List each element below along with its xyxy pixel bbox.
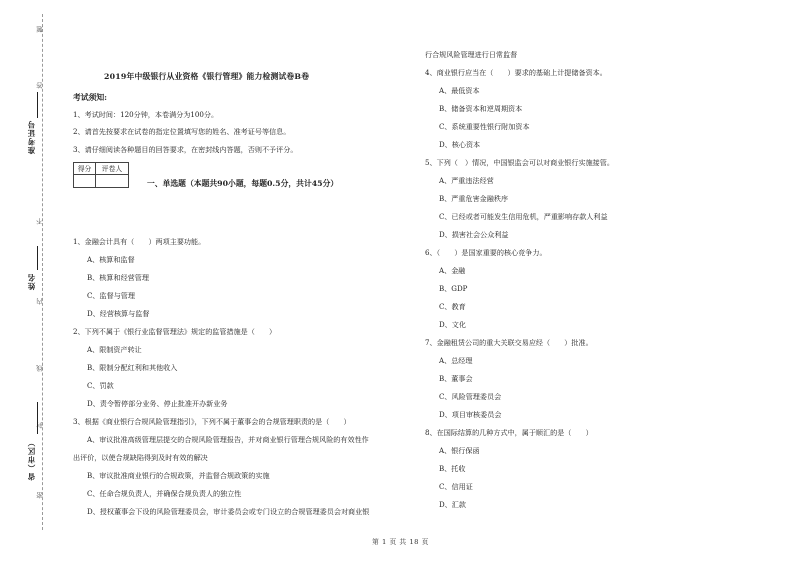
- question-option: D、汇款: [439, 500, 466, 509]
- score-box: [73, 162, 129, 188]
- question-stem: 8、在国际结算的几种方式中，属于顺汇的是（ ）: [425, 428, 593, 437]
- question-option: B、核算和经营管理: [87, 273, 149, 282]
- notice-item: 2、请首先按要求在试卷的指定位置填写您的姓名、准考证号等信息。: [73, 127, 291, 136]
- question-option: B、限制分配红利和其他收入: [87, 363, 178, 372]
- question-option: D、文化: [439, 320, 466, 329]
- question-option: C、监督与管理: [87, 291, 135, 300]
- question-option: A、审议批准高级管理层提交的合规风险管理报告，并对商业银行管理合规风险的有效性作: [87, 435, 369, 444]
- exam-id-line: [37, 92, 38, 118]
- notice-item: 1、考试时间：120分钟，本卷满分为100分。: [73, 110, 219, 119]
- question-option: C、已经或者可能发生信用危机，严重影响存款人利益: [439, 212, 608, 221]
- score-cell: [74, 175, 96, 187]
- question-stem: 5、下列（ ）情况，中国银监会可以对商业银行实施接管。: [425, 158, 614, 167]
- question-option: A、总经理: [439, 356, 473, 365]
- question-option: C、风险管理委员会: [439, 392, 502, 401]
- question-stem: 6、（ ）是国家重要的核心竞争力。: [425, 248, 547, 257]
- name-label: 姓名: [27, 273, 36, 290]
- binding-mark: 答: [36, 82, 44, 89]
- page-title: 2019年中级银行从业资格《银行管理》能力检测试卷B卷: [104, 72, 310, 81]
- province-line: [37, 402, 38, 434]
- binding-mark: 不: [36, 218, 44, 225]
- question-option: A、金融: [439, 266, 466, 275]
- question-option: D、经营核算与监督: [87, 309, 150, 318]
- question-stem: 1、金融会计具有（ ）两项主要功能。: [73, 237, 206, 246]
- question-stem: 2、下列不属于《银行业监督管理法》规定的监管措施是（ ）: [73, 327, 277, 336]
- binding-dashed-line: [42, 14, 43, 530]
- question-option: A、严重违法经营: [439, 176, 494, 185]
- question-option: A、限制资产转让: [87, 345, 142, 354]
- question-option: B、审议批准商业银行的合规政策，并监督合规政策的实施: [87, 471, 270, 480]
- question-option: D、损害社会公众利益: [439, 230, 509, 239]
- binding-mark: 线: [36, 365, 44, 372]
- question-option: D、授权董事会下设的风险管理委员会，审计委员会或专门设立的合规管理委员会对商业银: [87, 507, 370, 516]
- question-option: B、储备资本和逆周期资本: [439, 104, 523, 113]
- question-continuation: 行合规风险管理进行日常监督: [425, 50, 518, 59]
- question-option: C、信用证: [439, 482, 473, 491]
- question-option: 出评价，以使合规缺陷得到及时有效的解决: [73, 453, 208, 462]
- exam-id-label: 准考证号: [27, 120, 36, 154]
- question-option: C、教育: [439, 302, 466, 311]
- name-line: [37, 246, 38, 270]
- question-option: A、核算和监督: [87, 255, 135, 264]
- question-option: B、严重危害金融秩序: [439, 194, 509, 203]
- question-option: D、责令暂停部分业务、停止批准开办新业务: [87, 399, 228, 408]
- question-option: B、GDP: [439, 284, 468, 293]
- question-stem: 3、根据《商业银行合规风险管理指引》，下列不属于董事会的合规管理职责的是（ ）: [73, 417, 351, 426]
- binding-mark: 封: [36, 422, 44, 429]
- notice-item: 3、请仔细阅读各种题目的回答要求，在密封线内答题，否则不予评分。: [73, 145, 298, 154]
- question-option: D、核心资本: [439, 140, 481, 149]
- question-option: B、托收: [439, 464, 466, 473]
- question-option: B、董事会: [439, 374, 473, 383]
- question-option: C、系统重要性银行附加资本: [439, 122, 530, 131]
- question-option: C、任命合规负责人，并确保合规负责人的独立性: [87, 489, 242, 498]
- question-option: A、最低资本: [439, 86, 480, 95]
- question-option: D、项目审核委员会: [439, 410, 502, 419]
- grader-label: 评卷人: [96, 163, 128, 175]
- question-stem: 7、金融租赁公司的重大关联交易应经（ ）批准。: [425, 338, 593, 347]
- question-option: A、银行保函: [439, 446, 480, 455]
- question-stem: 4、商业银行应当在（ ）要求的基础上计提储备资本。: [425, 68, 607, 77]
- section-title: 一、单选题（本题共90小题，每题0.5分，共计45分）: [147, 179, 339, 188]
- binding-mark: 题: [36, 26, 44, 33]
- binding-mark: 内: [36, 298, 44, 305]
- page-footer: 第 1 页 共 18 页: [372, 538, 429, 546]
- grader-cell: [96, 175, 128, 187]
- notice-heading: 考试须知:: [73, 93, 108, 102]
- score-label: 得分: [74, 163, 96, 175]
- binding-mark: 密: [36, 492, 44, 499]
- province-label: 省（市区）: [27, 438, 36, 481]
- question-option: C、罚款: [87, 381, 114, 390]
